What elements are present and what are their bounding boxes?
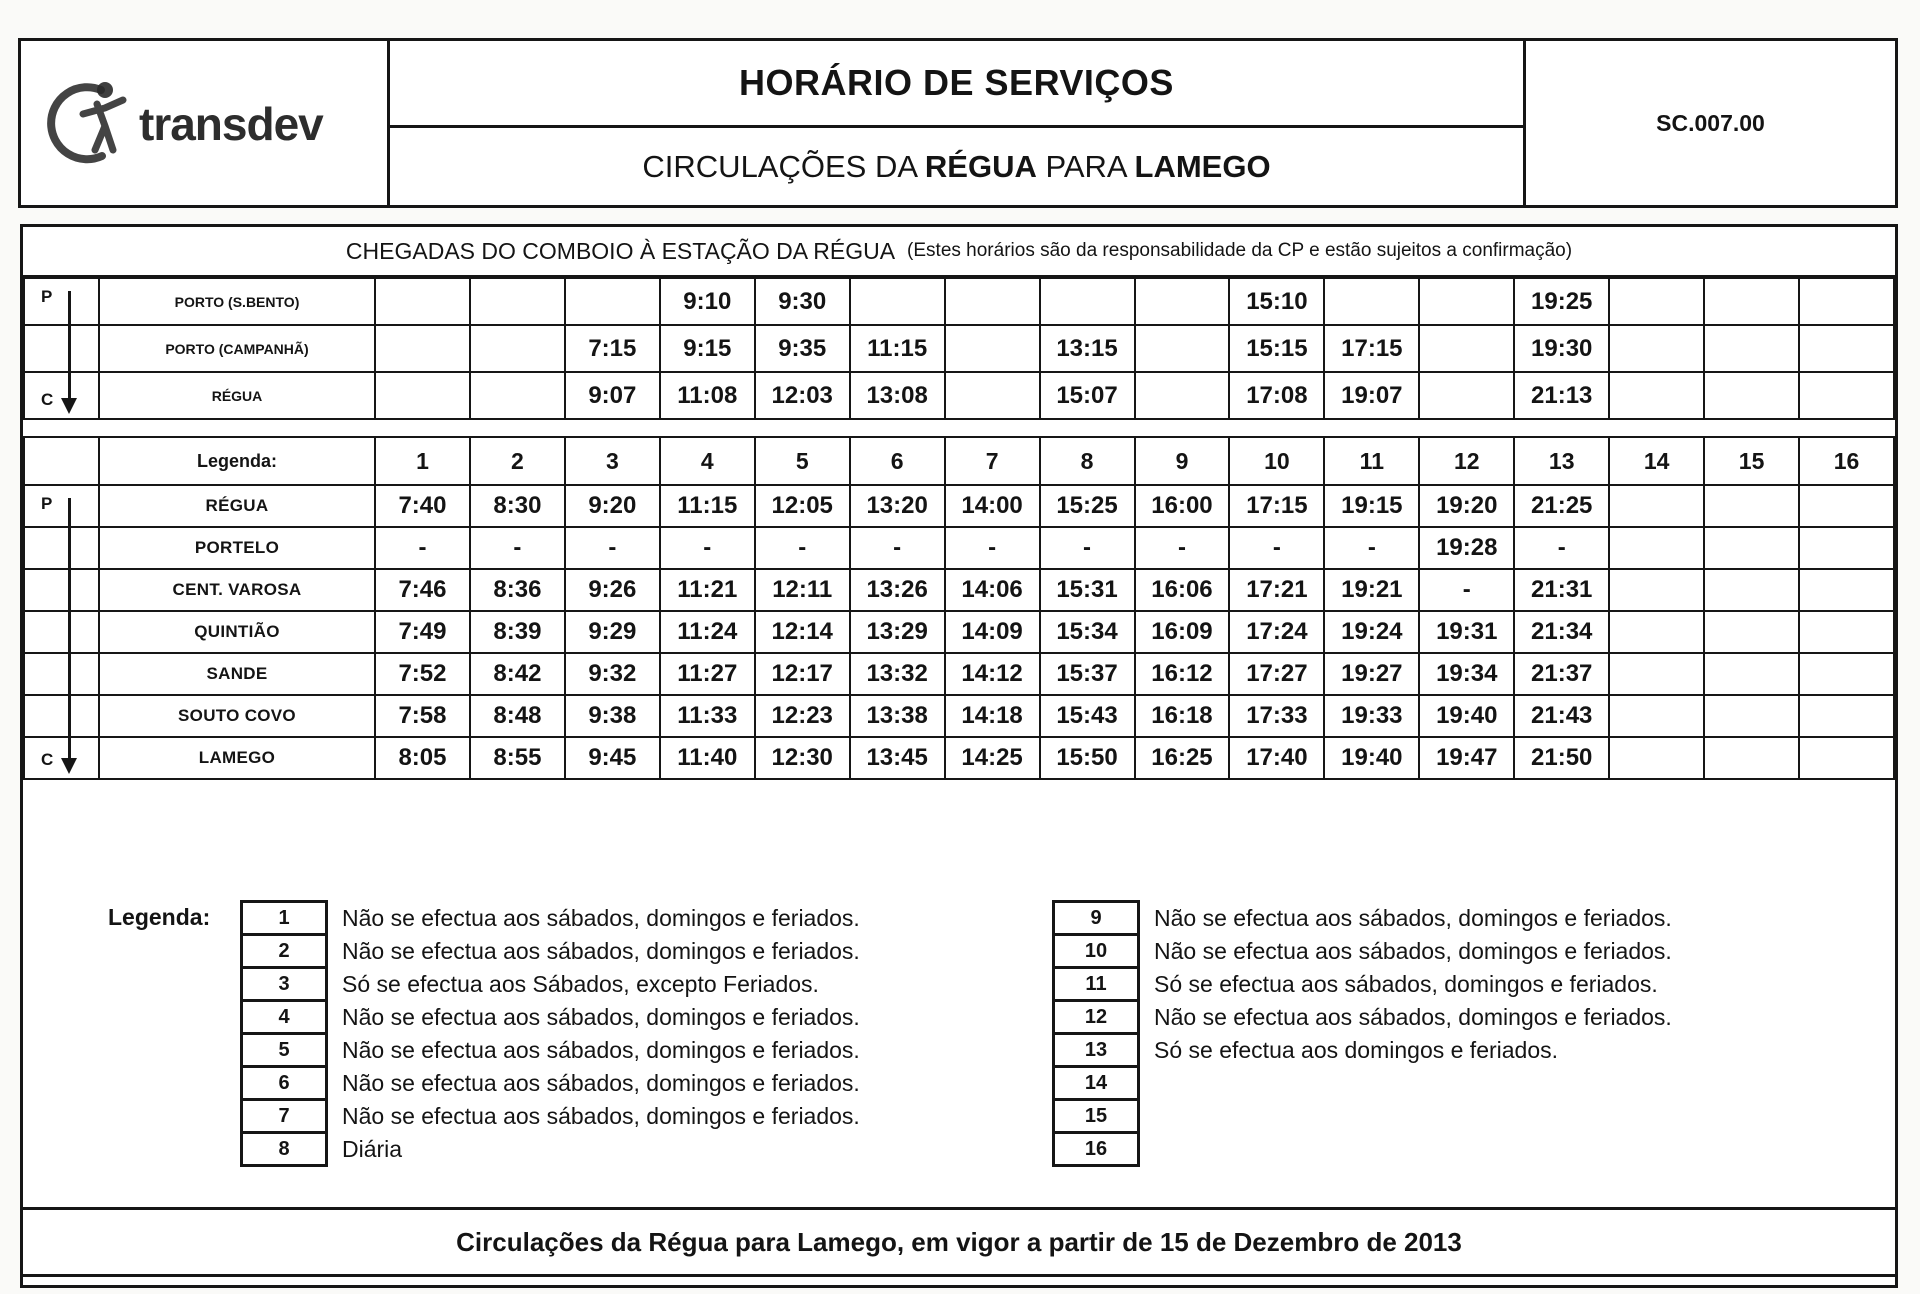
time-cell: 12:03 — [755, 372, 850, 419]
time-cell: 11:15 — [660, 485, 755, 527]
time-cell — [375, 372, 470, 419]
time-cell: 17:24 — [1229, 611, 1324, 653]
departures-table — [23, 436, 1895, 780]
time-cell: 9:30 — [755, 278, 850, 325]
logo-text: transdev — [139, 98, 323, 150]
time-cell: 19:47 — [1419, 737, 1514, 779]
time-cell — [470, 372, 565, 419]
gutter-cell — [24, 569, 99, 611]
time-cell — [1609, 372, 1704, 419]
time-cell: 15:34 — [1040, 611, 1135, 653]
arrival-station-label: PORTO (S.BENTO) — [99, 278, 375, 325]
time-cell — [1040, 278, 1135, 325]
time-cell: 17:27 — [1229, 653, 1324, 695]
time-cell — [1799, 325, 1894, 372]
legend-description: Não se efectua aos sábados, domingos e feriados. — [342, 1069, 860, 1096]
time-cell: 16:25 — [1135, 737, 1230, 779]
time-cell — [1609, 653, 1704, 695]
document-header — [18, 38, 1898, 208]
time-cell — [1419, 278, 1514, 325]
logo-box — [18, 38, 390, 208]
time-cell — [1419, 325, 1514, 372]
time-cell: - — [660, 527, 755, 569]
time-cell: 19:30 — [1514, 325, 1609, 372]
time-cell: - — [1229, 527, 1324, 569]
validity-footer: Circulações da Régua para Lamego, em vigor a partir de 15 de Dezembro de 2013 — [23, 1207, 1895, 1277]
time-cell: 8:42 — [470, 653, 565, 695]
table-row — [24, 569, 1894, 611]
time-cell: 11:27 — [660, 653, 755, 695]
legend-label: Legenda: — [108, 904, 211, 930]
time-cell: 15:37 — [1040, 653, 1135, 695]
time-cell: 11:40 — [660, 737, 755, 779]
time-cell — [1799, 372, 1894, 419]
time-cell: 21:13 — [1514, 372, 1609, 419]
legend-row — [240, 1065, 1052, 1101]
time-cell: 12:17 — [755, 653, 850, 695]
time-cell: 13:38 — [850, 695, 945, 737]
legend-column-right — [1052, 900, 1895, 1167]
legend-number-box: 5 — [240, 1032, 328, 1068]
time-cell: - — [1324, 527, 1419, 569]
time-cell: 17:08 — [1229, 372, 1324, 419]
legend-number-box: 10 — [1052, 933, 1140, 969]
arrivals-heading-note: (Estes horários são da responsabilidade da CP e estão sujeitos a confirmação) — [907, 240, 1573, 261]
time-cell: 13:15 — [1040, 325, 1135, 372]
service-number: 13 — [1514, 437, 1609, 485]
time-cell — [1135, 278, 1230, 325]
time-cell: 9:35 — [755, 325, 850, 372]
time-cell — [1704, 527, 1799, 569]
station-label: LAMEGO — [99, 737, 375, 779]
time-cell: 9:29 — [565, 611, 660, 653]
station-label: RÉGUA — [99, 485, 375, 527]
time-cell: - — [945, 527, 1040, 569]
legend-number-box: 3 — [240, 966, 328, 1002]
legenda-header-cell: Legenda: — [99, 437, 375, 485]
time-cell — [1704, 485, 1799, 527]
time-cell: 9:20 — [565, 485, 660, 527]
legend-number-box: 2 — [240, 933, 328, 969]
service-number: 6 — [850, 437, 945, 485]
time-cell — [1799, 527, 1894, 569]
time-cell: 19:40 — [1419, 695, 1514, 737]
service-number: 15 — [1704, 437, 1799, 485]
gutter-cell — [24, 611, 99, 653]
time-cell: 19:21 — [1324, 569, 1419, 611]
service-number: 10 — [1229, 437, 1324, 485]
time-cell: 8:30 — [470, 485, 565, 527]
legend-number-box: 13 — [1052, 1032, 1140, 1068]
gutter-cell — [24, 278, 99, 325]
time-cell: 7:15 — [565, 325, 660, 372]
table-row — [24, 695, 1894, 737]
time-cell: - — [375, 527, 470, 569]
legend-row — [1052, 1131, 1895, 1167]
time-cell — [1609, 325, 1704, 372]
legend-description: Não se efectua aos sábados, domingos e feriados. — [342, 1003, 860, 1030]
time-cell — [945, 278, 1040, 325]
time-cell: 13:20 — [850, 485, 945, 527]
table-row — [24, 737, 1894, 779]
legend-number-box: 7 — [240, 1098, 328, 1134]
time-cell: 11:33 — [660, 695, 755, 737]
time-cell — [1419, 372, 1514, 419]
time-cell: 13:29 — [850, 611, 945, 653]
time-cell: 7:40 — [375, 485, 470, 527]
gutter-header-cell — [24, 437, 99, 485]
table-row — [24, 527, 1894, 569]
time-cell: 9:07 — [565, 372, 660, 419]
chegada-label: C — [41, 390, 54, 409]
time-cell: 9:38 — [565, 695, 660, 737]
legend-description: Só se efectua aos domingos e feriados. — [1154, 1036, 1559, 1063]
time-cell: 15:15 — [1229, 325, 1324, 372]
gutter-cell — [24, 695, 99, 737]
time-cell: 21:43 — [1514, 695, 1609, 737]
time-cell: 11:08 — [660, 372, 755, 419]
time-cell — [1609, 611, 1704, 653]
legend-row — [1052, 1032, 1895, 1068]
station-label: SOUTO COVO — [99, 695, 375, 737]
time-cell: 21:25 — [1514, 485, 1609, 527]
time-cell — [945, 325, 1040, 372]
table-row — [24, 278, 1894, 325]
time-cell — [1704, 372, 1799, 419]
time-cell: 19:40 — [1324, 737, 1419, 779]
time-cell — [1704, 325, 1799, 372]
legend-number-box: 1 — [240, 900, 328, 936]
legend-row — [240, 933, 1052, 969]
time-cell: 16:06 — [1135, 569, 1230, 611]
time-cell — [470, 325, 565, 372]
time-cell: 9:10 — [660, 278, 755, 325]
time-cell: 8:48 — [470, 695, 565, 737]
service-number: 9 — [1135, 437, 1230, 485]
service-number: 2 — [470, 437, 565, 485]
time-cell: 17:33 — [1229, 695, 1324, 737]
time-cell: - — [1040, 527, 1135, 569]
legend-column-left — [240, 900, 1052, 1167]
time-cell — [1799, 695, 1894, 737]
gutter-cell — [24, 372, 99, 419]
time-cell: 17:15 — [1229, 485, 1324, 527]
subtitle-destination: LAMEGO — [1134, 148, 1271, 184]
time-cell: 7:46 — [375, 569, 470, 611]
station-label: CENT. VAROSA — [99, 569, 375, 611]
time-cell: 21:34 — [1514, 611, 1609, 653]
time-cell — [1799, 485, 1894, 527]
tables-gap — [23, 420, 1895, 436]
time-cell: 15:50 — [1040, 737, 1135, 779]
time-cell — [1135, 325, 1230, 372]
gutter-cell — [24, 527, 99, 569]
time-cell — [1135, 372, 1230, 419]
partida-label: P — [41, 287, 53, 306]
service-number: 14 — [1609, 437, 1704, 485]
station-label: PORTELO — [99, 527, 375, 569]
legend-description: Não se efectua aos sábados, domingos e feriados. — [342, 904, 860, 931]
time-cell: 21:37 — [1514, 653, 1609, 695]
gutter-cell — [24, 653, 99, 695]
time-cell — [1799, 611, 1894, 653]
time-cell: 9:32 — [565, 653, 660, 695]
arrivals-heading — [23, 227, 1895, 277]
time-cell: 17:21 — [1229, 569, 1324, 611]
time-cell: 19:24 — [1324, 611, 1419, 653]
service-number: 8 — [1040, 437, 1135, 485]
time-cell: 7:58 — [375, 695, 470, 737]
time-cell: - — [850, 527, 945, 569]
legend-description: Só se efectua aos Sábados, excepto Feriados. — [342, 970, 819, 997]
legend-row — [240, 1131, 1052, 1167]
time-cell — [945, 372, 1040, 419]
service-number: 12 — [1419, 437, 1514, 485]
gutter-cell — [24, 737, 99, 779]
time-cell: - — [565, 527, 660, 569]
time-cell: 19:28 — [1419, 527, 1514, 569]
title-box — [390, 38, 1526, 208]
time-cell: 15:10 — [1229, 278, 1324, 325]
legend-number-box: 11 — [1052, 966, 1140, 1002]
table-row — [24, 611, 1894, 653]
legend-number-box: 14 — [1052, 1065, 1140, 1101]
time-cell — [1609, 278, 1704, 325]
time-cell: 15:25 — [1040, 485, 1135, 527]
station-label: SANDE — [99, 653, 375, 695]
time-cell: 7:49 — [375, 611, 470, 653]
time-cell: 8:05 — [375, 737, 470, 779]
time-cell: 19:25 — [1514, 278, 1609, 325]
time-cell: 14:18 — [945, 695, 1040, 737]
legend-description — [1140, 1131, 1154, 1167]
chegada-label: C — [41, 750, 54, 769]
legend-description: Diária — [342, 1135, 403, 1162]
time-cell: 14:06 — [945, 569, 1040, 611]
time-cell: 12:05 — [755, 485, 850, 527]
time-cell: 9:26 — [565, 569, 660, 611]
legend-number-box: 8 — [240, 1131, 328, 1167]
table-row — [24, 653, 1894, 695]
legend-description: Não se efectua aos sábados, domingos e feriados. — [342, 1036, 860, 1063]
time-cell: - — [1135, 527, 1230, 569]
transdev-logo-icon — [39, 68, 369, 178]
service-number: 11 — [1324, 437, 1419, 485]
time-cell: 12:30 — [755, 737, 850, 779]
time-cell: 9:45 — [565, 737, 660, 779]
main-table-wrap — [23, 436, 1895, 780]
document-subtitle — [390, 128, 1523, 205]
time-cell: 17:15 — [1324, 325, 1419, 372]
time-cell — [1799, 569, 1894, 611]
legend-row — [240, 900, 1052, 936]
arrival-station-label: RÉGUA — [99, 372, 375, 419]
time-cell: 16:18 — [1135, 695, 1230, 737]
arrivals-table-wrap — [23, 277, 1895, 420]
time-cell: 8:36 — [470, 569, 565, 611]
time-cell: 16:12 — [1135, 653, 1230, 695]
time-cell: 8:39 — [470, 611, 565, 653]
time-cell — [1609, 737, 1704, 779]
time-cell: 13:45 — [850, 737, 945, 779]
time-cell — [1609, 485, 1704, 527]
legend-description: Não se efectua aos sábados, domingos e feriados. — [1154, 904, 1672, 931]
legend-row — [1052, 966, 1895, 1002]
subtitle-prefix: CIRCULAÇÕES DA — [642, 148, 925, 184]
document-code: SC.007.00 — [1526, 38, 1898, 208]
time-cell: 14:00 — [945, 485, 1040, 527]
time-cell: 17:40 — [1229, 737, 1324, 779]
time-cell — [1799, 653, 1894, 695]
time-cell: 8:55 — [470, 737, 565, 779]
legend-number-box: 12 — [1052, 999, 1140, 1035]
time-cell: 16:00 — [1135, 485, 1230, 527]
legend-row — [240, 1032, 1052, 1068]
legend-row — [1052, 999, 1895, 1035]
time-cell — [1704, 278, 1799, 325]
time-cell — [375, 325, 470, 372]
time-cell: 14:09 — [945, 611, 1040, 653]
time-cell — [1609, 569, 1704, 611]
time-cell: 19:31 — [1419, 611, 1514, 653]
time-cell: 7:52 — [375, 653, 470, 695]
legend-row — [1052, 1065, 1895, 1101]
time-cell: 19:34 — [1419, 653, 1514, 695]
document-title: HORÁRIO DE SERVIÇOS — [390, 41, 1523, 128]
service-number: 5 — [755, 437, 850, 485]
time-cell: 13:08 — [850, 372, 945, 419]
time-cell: 14:25 — [945, 737, 1040, 779]
legend-row — [240, 999, 1052, 1035]
time-cell: 15:43 — [1040, 695, 1135, 737]
time-cell — [1799, 737, 1894, 779]
legend-description — [1140, 1065, 1154, 1101]
gutter-cell — [24, 325, 99, 372]
time-cell: 16:09 — [1135, 611, 1230, 653]
time-cell: - — [755, 527, 850, 569]
legend-number-box: 9 — [1052, 900, 1140, 936]
time-cell — [1704, 569, 1799, 611]
subtitle-origin: RÉGUA — [924, 148, 1037, 184]
timetable-body — [20, 224, 1898, 1288]
time-cell — [375, 278, 470, 325]
table-header-row — [24, 437, 1894, 485]
legend-row — [240, 966, 1052, 1002]
legend-number-box: 6 — [240, 1065, 328, 1101]
time-cell: 14:12 — [945, 653, 1040, 695]
time-cell: 12:11 — [755, 569, 850, 611]
arrivals-heading-text: CHEGADAS DO COMBOIO À ESTAÇÃO DA RÉGUA — [345, 237, 896, 264]
service-number: 7 — [945, 437, 1040, 485]
legend-number-box: 15 — [1052, 1098, 1140, 1134]
time-cell: 11:24 — [660, 611, 755, 653]
time-cell: 13:32 — [850, 653, 945, 695]
time-cell: 11:15 — [850, 325, 945, 372]
time-cell: 9:15 — [660, 325, 755, 372]
time-cell: - — [1514, 527, 1609, 569]
time-cell — [1799, 278, 1894, 325]
table-row — [24, 372, 1894, 419]
time-cell — [470, 278, 565, 325]
time-cell: 12:14 — [755, 611, 850, 653]
time-cell: 19:07 — [1324, 372, 1419, 419]
time-cell — [1609, 695, 1704, 737]
time-cell: 19:20 — [1419, 485, 1514, 527]
table-row — [24, 485, 1894, 527]
arrival-station-label: PORTO (CAMPANHÃ) — [99, 325, 375, 372]
subtitle-mid: PARA — [1036, 148, 1135, 184]
legend-description: Não se efectua aos sábados, domingos e feriados. — [342, 937, 860, 964]
legend-description: Só se efectua aos sábados, domingos e feriados. — [1154, 970, 1658, 997]
legend-row — [1052, 900, 1895, 936]
service-number: 16 — [1799, 437, 1894, 485]
service-number: 3 — [565, 437, 660, 485]
service-number: 1 — [375, 437, 470, 485]
arrivals-table — [23, 277, 1895, 420]
time-cell — [850, 278, 945, 325]
time-cell — [565, 278, 660, 325]
time-cell — [1324, 278, 1419, 325]
time-cell: 19:33 — [1324, 695, 1419, 737]
time-cell: 12:23 — [755, 695, 850, 737]
legend-row — [1052, 1098, 1895, 1134]
time-cell: 15:31 — [1040, 569, 1135, 611]
time-cell: 11:21 — [660, 569, 755, 611]
legend-description — [1140, 1098, 1154, 1134]
gutter-cell — [24, 485, 99, 527]
station-label: QUINTIÃO — [99, 611, 375, 653]
time-cell — [1704, 737, 1799, 779]
time-cell — [1704, 653, 1799, 695]
service-number: 4 — [660, 437, 755, 485]
time-cell: 15:07 — [1040, 372, 1135, 419]
time-cell: - — [1419, 569, 1514, 611]
legend-row — [1052, 933, 1895, 969]
legend-section — [23, 900, 1895, 1167]
time-cell: 21:50 — [1514, 737, 1609, 779]
time-cell — [1704, 695, 1799, 737]
time-cell — [1704, 611, 1799, 653]
legend-number-box: 4 — [240, 999, 328, 1035]
legend-row — [240, 1098, 1052, 1134]
time-cell: 19:27 — [1324, 653, 1419, 695]
time-cell — [1609, 527, 1704, 569]
time-cell: - — [470, 527, 565, 569]
time-cell: 13:26 — [850, 569, 945, 611]
partida-label: P — [41, 494, 53, 513]
table-row — [24, 325, 1894, 372]
legend-description: Não se efectua aos sábados, domingos e feriados. — [1154, 937, 1672, 964]
legend-description: Não se efectua aos sábados, domingos e feriados. — [342, 1102, 860, 1129]
legend-description: Não se efectua aos sábados, domingos e feriados. — [1154, 1003, 1672, 1030]
legend-number-box: 16 — [1052, 1131, 1140, 1167]
time-cell: 19:15 — [1324, 485, 1419, 527]
time-cell: 21:31 — [1514, 569, 1609, 611]
